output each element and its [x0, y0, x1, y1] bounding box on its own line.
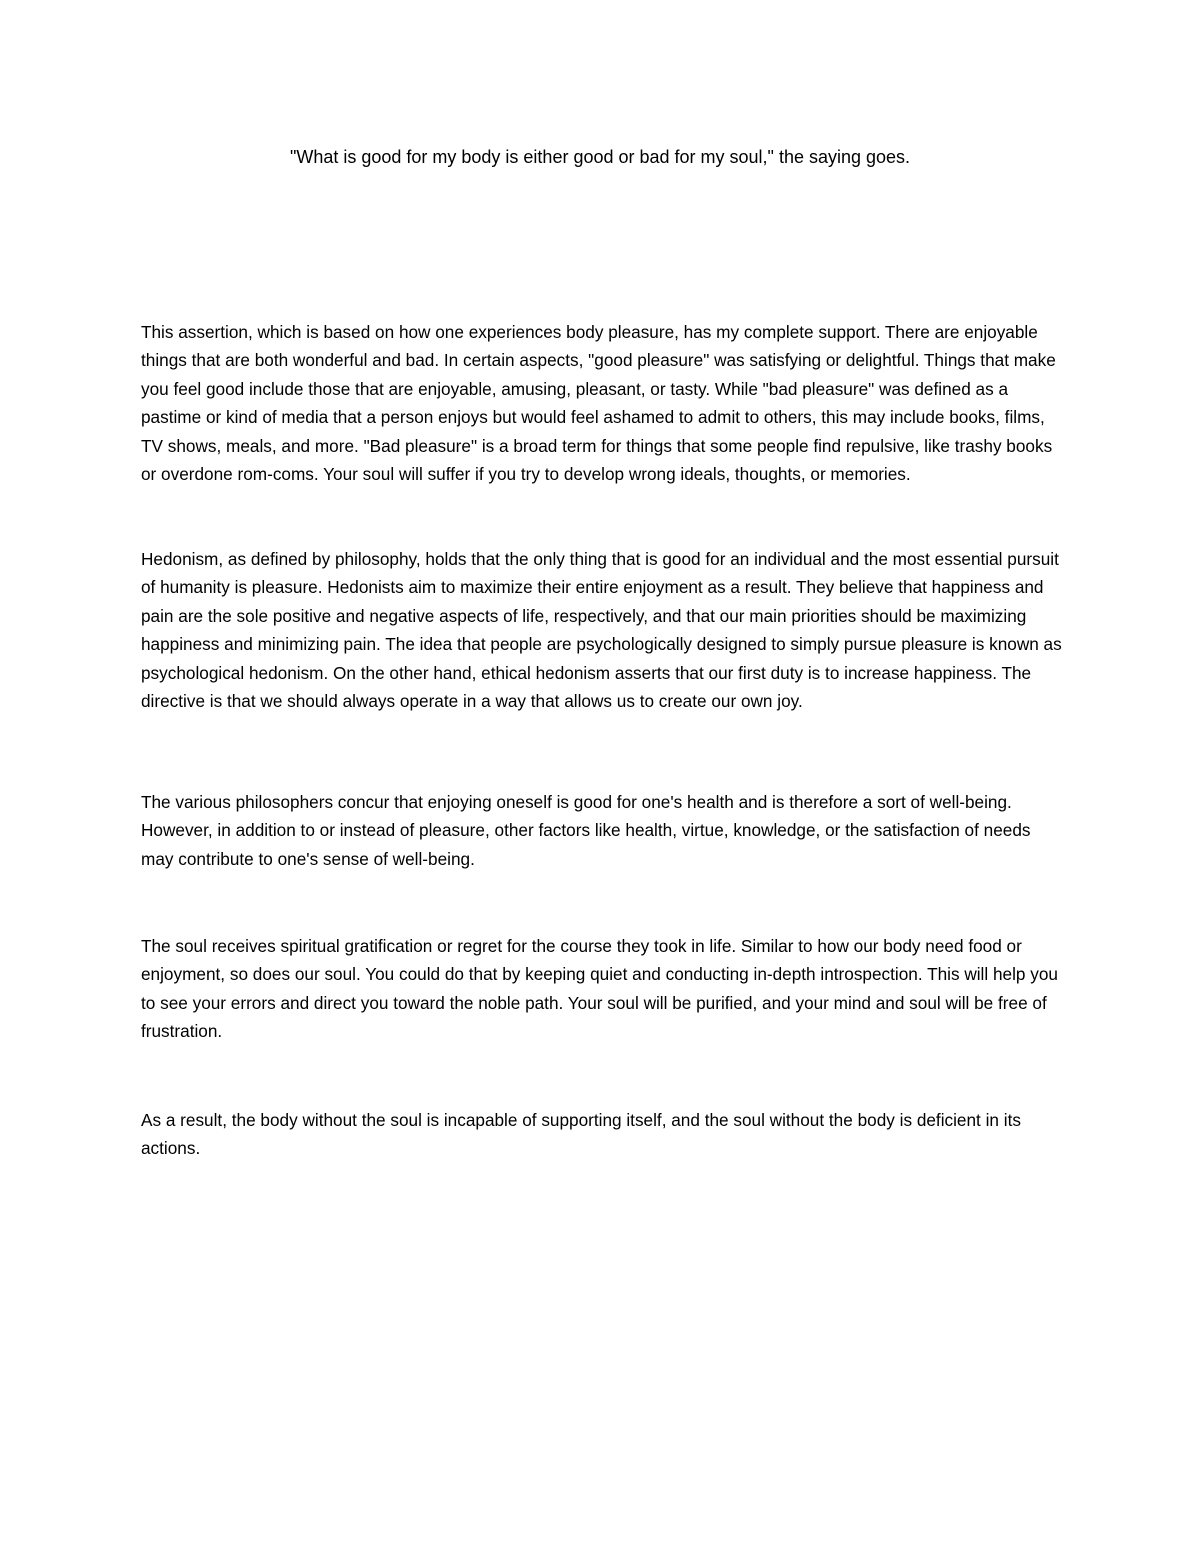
paragraph-conclusion: As a result, the body without the soul is incapable of supporting itself, and the soul without the body is deficient in its actions. [141, 1110, 1021, 1159]
paragraph-hedonism: Hedonism, as defined by philosophy, holds that the only thing that is good for an individual and the most essential pursuit of humanity is pleasure. Hedonists aim to maximize their entire enjoyment as a result. They believe that happiness and pain are the sole positive and negative aspects of life, respectively, and that our main priorities should be maximizing happiness and minimizing pain. The idea that people are psychologically designed to simply pursue pleasure is known as psychological hedonism. On the other hand, ethical hedonism asserts that our first duty is to increase happiness. The directive is that we should always operate in a way that allows us to create our own joy. [141, 549, 1062, 712]
paragraph-pleasure: This assertion, which is based on how one experiences body pleasure, has my complete support. There are enjoyable things that are both wonderful and bad. In certain aspects, "good pleasure" was satisfying or delightful. Things that make you feel good include those that are enjoyable, amusing, pleasant, or tasty. While "bad pleasure" was defined as a pastime or kind of media that a person enjoys but would feel ashamed to admit to others, this may include books, films, TV shows, meals, and more. "Bad pleasure" is a broad term for things that some people find repulsive, like trashy books or overdone rom-coms. Your soul will suffer if you try to develop wrong ideals, thoughts, or memories. [141, 322, 1056, 485]
opening-quote: "What is good for my body is either good or bad for my soul," the saying goes. [289, 147, 911, 167]
paragraph-soul: The soul receives spiritual gratification or regret for the course they took in life. Similar to how our body need food or enjoyment, so does our soul. You could do that by keeping quiet and conducting in-depth introspection. This will help you to see your errors and direct you toward the noble path. Your soul will be purified, and your mind and soul will be free of frustration. [141, 936, 1058, 1042]
paragraph-well-being: The various philosophers concur that enjoying oneself is good for one's health and is therefore a sort of well-being. However, in addition to or instead of pleasure, other factors like health, virtue, knowledge, or the satisfaction of needs may contribute to one's sense of well-being. [141, 792, 1031, 869]
